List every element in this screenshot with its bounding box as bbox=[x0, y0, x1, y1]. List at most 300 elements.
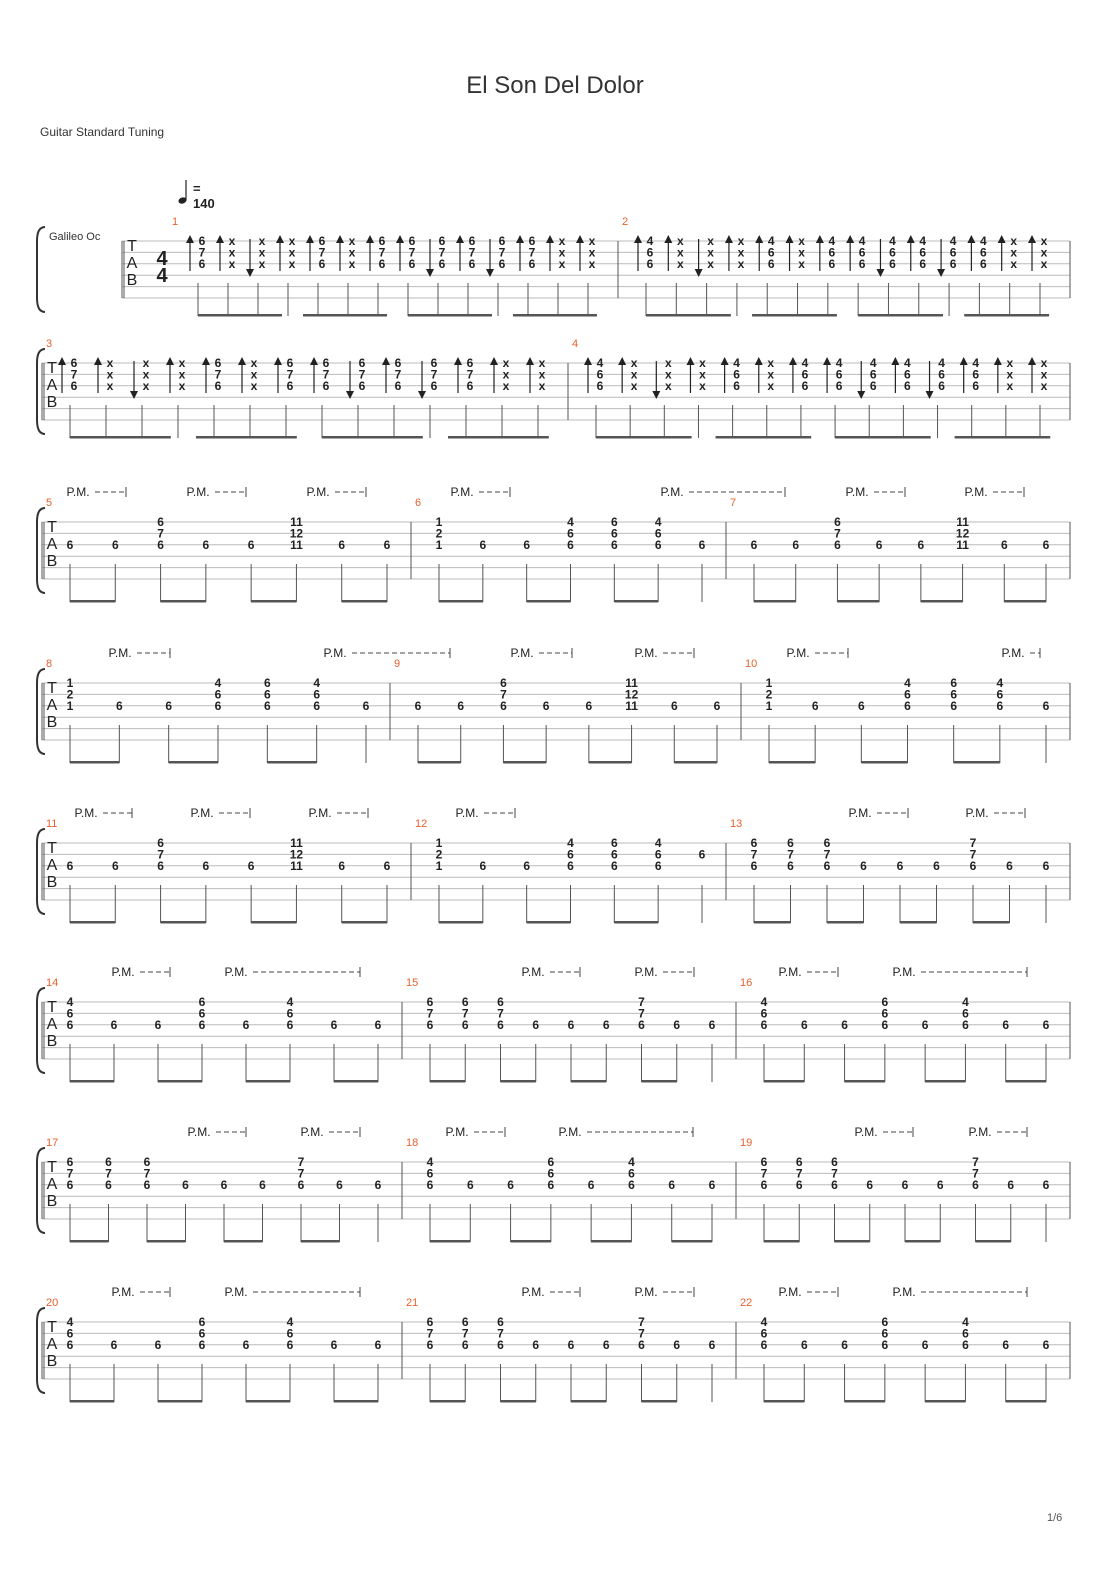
fret-number: x bbox=[1006, 378, 1014, 393]
tab-clef-letter: A bbox=[46, 1336, 58, 1353]
tab-clef-letter: A bbox=[46, 697, 58, 714]
palm-mute-label: P.M. bbox=[510, 646, 534, 660]
fret-number: x bbox=[348, 234, 356, 248]
fret-number: 2 bbox=[66, 687, 74, 702]
fret-number: 6 bbox=[708, 1177, 716, 1192]
fret-number: 6 bbox=[157, 537, 164, 552]
fret-number: 6 bbox=[921, 1017, 929, 1032]
strum-up-arrowhead bbox=[202, 357, 210, 365]
strum-down-arrowhead bbox=[130, 391, 138, 399]
fret-number: 6 bbox=[336, 1177, 343, 1192]
fret-number: 6 bbox=[322, 356, 330, 370]
fret-number: 4 bbox=[426, 1155, 434, 1169]
fret-number: 6 bbox=[330, 1017, 338, 1032]
fret-number: 6 bbox=[938, 367, 945, 382]
fret-number: 6 bbox=[567, 858, 574, 873]
strum-up-arrowhead bbox=[238, 357, 246, 365]
fret-number: x bbox=[664, 378, 672, 393]
measure-number: 8 bbox=[46, 658, 53, 670]
fret-number: 6 bbox=[263, 676, 271, 690]
fret-number: 6 bbox=[466, 1177, 474, 1192]
fret-number: x bbox=[228, 256, 236, 271]
fret-number: 7 bbox=[500, 687, 507, 702]
fret-number: 6 bbox=[115, 698, 123, 713]
beam bbox=[513, 314, 597, 317]
fret-number: 6 bbox=[638, 1017, 645, 1032]
fret-number: 6 bbox=[438, 256, 446, 271]
fret-number: 7 bbox=[426, 1006, 434, 1021]
fret-number: x bbox=[558, 256, 566, 271]
strum-up-arrowhead bbox=[516, 235, 524, 243]
fret-number: 6 bbox=[383, 858, 391, 873]
fret-number: 4 bbox=[654, 836, 662, 850]
fret-number: 4 bbox=[646, 234, 654, 248]
fret-number: 6 bbox=[901, 1177, 909, 1192]
fret-number: 6 bbox=[479, 858, 487, 873]
beam bbox=[70, 1240, 109, 1243]
fret-number: 6 bbox=[547, 1166, 555, 1181]
beam bbox=[70, 600, 115, 603]
fret-number: x bbox=[538, 378, 546, 393]
strum-up-arrowhead bbox=[396, 235, 404, 243]
beam bbox=[439, 921, 483, 924]
beam bbox=[334, 1080, 378, 1083]
fret-number: x bbox=[258, 245, 266, 260]
tab-clef-letter: B bbox=[46, 394, 58, 411]
measure-number: 16 bbox=[740, 977, 753, 989]
fret-number: 6 bbox=[834, 515, 841, 529]
fret-number: 6 bbox=[950, 698, 958, 713]
fret-number: x bbox=[1040, 256, 1048, 271]
fret-number: x bbox=[588, 245, 596, 260]
beam bbox=[596, 436, 692, 439]
measure-number: 12 bbox=[415, 818, 428, 830]
fret-number: 6 bbox=[242, 1017, 250, 1032]
fret-number: 6 bbox=[408, 256, 416, 271]
measure-number: 7 bbox=[730, 497, 737, 509]
measure-number: 2 bbox=[622, 216, 629, 228]
fret-number: 6 bbox=[426, 1177, 434, 1192]
beam bbox=[591, 1240, 631, 1243]
tab-clef-letter: A bbox=[126, 255, 138, 272]
fret-number: 7 bbox=[358, 367, 366, 382]
fret-number: 6 bbox=[523, 858, 531, 873]
fret-number: 6 bbox=[497, 1315, 504, 1329]
fret-number: 6 bbox=[654, 537, 662, 552]
fret-number: 6 bbox=[66, 537, 74, 552]
beam bbox=[764, 1080, 804, 1083]
fret-number: 6 bbox=[154, 1017, 162, 1032]
beam bbox=[501, 1080, 536, 1083]
fret-number: 6 bbox=[962, 1017, 969, 1032]
fret-number: 6 bbox=[602, 1337, 610, 1352]
fret-number: 6 bbox=[596, 378, 604, 393]
fret-number: 4 bbox=[313, 676, 321, 690]
fret-number: 6 bbox=[996, 698, 1004, 713]
measure-number: 19 bbox=[740, 1137, 753, 1149]
beam bbox=[511, 1240, 551, 1243]
fret-number: 6 bbox=[198, 1326, 206, 1341]
fret-number: 6 bbox=[750, 858, 758, 873]
fret-number: 4 bbox=[66, 1315, 74, 1329]
measure-number: 18 bbox=[406, 1137, 419, 1149]
palm-mute-label: P.M. bbox=[224, 965, 248, 979]
fret-number: 6 bbox=[318, 234, 326, 248]
fret-number: 6 bbox=[795, 1155, 803, 1169]
fret-number: x bbox=[142, 356, 150, 370]
fret-number: 6 bbox=[767, 256, 775, 271]
beam bbox=[764, 1400, 804, 1403]
fret-number: 6 bbox=[962, 1337, 969, 1352]
strum-up-arrowhead bbox=[907, 235, 915, 243]
strum-down-arrowhead bbox=[426, 269, 434, 277]
fret-number: 6 bbox=[165, 698, 173, 713]
palm-mute-label: P.M. bbox=[892, 965, 916, 979]
beam bbox=[672, 1240, 712, 1243]
beam bbox=[301, 1240, 340, 1243]
beam bbox=[827, 921, 864, 924]
fret-number: 6 bbox=[831, 1177, 838, 1192]
palm-mute-label: P.M. bbox=[892, 1285, 916, 1299]
fret-number: x bbox=[538, 356, 546, 370]
fret-number: 7 bbox=[969, 836, 977, 850]
strum-up-arrowhead bbox=[490, 357, 498, 365]
fret-number: 7 bbox=[430, 367, 438, 382]
fret-number: 6 bbox=[889, 256, 896, 271]
tempo-value: = 140 bbox=[193, 181, 215, 211]
palm-mute-label: P.M. bbox=[187, 1125, 211, 1139]
fret-number: 6 bbox=[202, 537, 210, 552]
strum-up-arrowhead bbox=[1028, 235, 1036, 243]
fret-number: 6 bbox=[811, 698, 819, 713]
beam bbox=[955, 436, 1051, 439]
fret-number: x bbox=[699, 356, 706, 370]
fret-number: x bbox=[1006, 367, 1014, 382]
beam bbox=[322, 436, 423, 439]
fret-number: 6 bbox=[980, 256, 987, 271]
fret-number: 7 bbox=[318, 245, 326, 260]
tab-clef-letter: A bbox=[46, 1176, 58, 1193]
palm-mute-label: P.M. bbox=[854, 1125, 878, 1139]
fret-number: 6 bbox=[263, 698, 271, 713]
fret-number: x bbox=[767, 367, 775, 382]
fret-number: 6 bbox=[547, 1155, 555, 1169]
fret-number: 2 bbox=[435, 847, 443, 862]
fret-number: 11 bbox=[290, 537, 303, 552]
measure-number: 20 bbox=[46, 1297, 59, 1309]
fret-number: 6 bbox=[610, 836, 618, 850]
beam bbox=[198, 314, 282, 317]
beam bbox=[845, 1080, 885, 1083]
fret-number: 6 bbox=[105, 1155, 112, 1169]
fret-number: 7 bbox=[972, 1166, 979, 1181]
fret-number: 6 bbox=[972, 1177, 979, 1192]
fret-number: 6 bbox=[881, 995, 889, 1009]
beam bbox=[70, 761, 119, 764]
fret-number: 6 bbox=[297, 1177, 305, 1192]
tab-clef-letter: A bbox=[46, 536, 58, 553]
fret-number: 1 bbox=[765, 698, 773, 713]
strum-up-arrowhead bbox=[846, 235, 854, 243]
fret-number: 6 bbox=[497, 995, 504, 1009]
fret-number: 1 bbox=[66, 698, 74, 713]
fret-number: 6 bbox=[111, 537, 119, 552]
fret-number: 6 bbox=[904, 698, 911, 713]
fret-number: x bbox=[106, 356, 114, 370]
fret-number: x bbox=[178, 378, 186, 393]
fret-number: x bbox=[664, 356, 672, 370]
fret-number: 6 bbox=[198, 256, 206, 271]
fret-number: x bbox=[228, 245, 236, 260]
fret-number: 7 bbox=[198, 245, 206, 260]
fret-number: 1 bbox=[66, 676, 74, 690]
beam bbox=[754, 921, 791, 924]
time-signature-digit: 4 bbox=[156, 265, 168, 287]
fret-number: 6 bbox=[801, 367, 809, 382]
strum-down-arrowhead bbox=[937, 269, 945, 277]
fret-number: 7 bbox=[468, 245, 476, 260]
fret-number: 6 bbox=[567, 537, 574, 552]
fret-number: x bbox=[664, 367, 672, 382]
beam bbox=[925, 1400, 965, 1403]
fret-number: 6 bbox=[673, 1337, 681, 1352]
fret-number: x bbox=[1010, 245, 1018, 260]
song-title: El Son Del Dolor bbox=[466, 72, 644, 99]
fret-number: 6 bbox=[835, 367, 843, 382]
palm-mute-label: P.M. bbox=[224, 1285, 248, 1299]
beam bbox=[161, 921, 206, 924]
fret-number: 7 bbox=[497, 1006, 504, 1021]
palm-mute-label: P.M. bbox=[108, 646, 132, 660]
strum-down-arrowhead bbox=[876, 269, 884, 277]
fret-number: 6 bbox=[111, 858, 119, 873]
fret-number: x bbox=[630, 378, 638, 393]
fret-number: 6 bbox=[628, 1166, 635, 1181]
fret-number: 6 bbox=[567, 1017, 575, 1032]
palm-mute-label: P.M. bbox=[111, 965, 135, 979]
fret-number: x bbox=[502, 367, 510, 382]
fret-number: 7 bbox=[297, 1155, 305, 1169]
fret-number: 4 bbox=[286, 1315, 294, 1329]
strum-down-arrowhead bbox=[857, 391, 865, 399]
strum-down-arrowhead bbox=[346, 391, 354, 399]
fret-number: 7 bbox=[70, 367, 78, 382]
fret-number: x bbox=[178, 356, 186, 370]
tab-clef-letter: T bbox=[47, 680, 57, 697]
fret-number: 6 bbox=[286, 356, 294, 370]
fret-number: 6 bbox=[567, 847, 574, 862]
fret-number: x bbox=[707, 245, 714, 260]
fret-number: 6 bbox=[468, 234, 476, 248]
palm-mute-label: P.M. bbox=[450, 485, 474, 499]
tab-clef-letter: B bbox=[46, 714, 58, 731]
fret-number: 6 bbox=[322, 378, 330, 393]
strum-down-arrowhead bbox=[926, 391, 934, 399]
fret-number: 4 bbox=[858, 234, 866, 248]
fret-number: 6 bbox=[157, 858, 164, 873]
fret-number: 6 bbox=[408, 234, 416, 248]
fret-number: 7 bbox=[528, 245, 536, 260]
fret-number: 6 bbox=[528, 234, 536, 248]
measure-number: 22 bbox=[740, 1297, 753, 1309]
strum-up-arrowhead bbox=[618, 357, 626, 365]
fret-number: 6 bbox=[430, 356, 438, 370]
fret-number: 7 bbox=[787, 847, 794, 862]
fret-number: 6 bbox=[286, 378, 294, 393]
fret-number: 4 bbox=[962, 995, 969, 1009]
beam bbox=[925, 1080, 965, 1083]
beam bbox=[769, 761, 815, 764]
fret-number: 6 bbox=[378, 256, 386, 271]
tab-clef-letter: T bbox=[127, 238, 137, 255]
fret-number: 6 bbox=[66, 1017, 74, 1032]
fret-number: 6 bbox=[313, 687, 321, 702]
fret-number: 6 bbox=[497, 1017, 504, 1032]
fret-number: 1 bbox=[435, 836, 443, 850]
fret-number: 6 bbox=[610, 515, 618, 529]
fret-number: 6 bbox=[532, 1337, 540, 1352]
strum-down-arrowhead bbox=[246, 269, 254, 277]
tuning-label: Guitar Standard Tuning bbox=[40, 125, 165, 139]
fret-number: x bbox=[1040, 367, 1048, 382]
fret-number: x bbox=[1040, 378, 1048, 393]
strum-up-arrowhead bbox=[186, 235, 194, 243]
fret-number: 6 bbox=[698, 847, 706, 862]
fret-number: 6 bbox=[750, 537, 758, 552]
fret-number: 6 bbox=[792, 537, 800, 552]
fret-number: 6 bbox=[198, 1017, 206, 1032]
fret-number: 6 bbox=[1042, 1337, 1050, 1352]
fret-number: 6 bbox=[857, 698, 865, 713]
fret-number: 7 bbox=[438, 245, 446, 260]
fret-number: 6 bbox=[567, 1337, 575, 1352]
strum-up-arrowhead bbox=[166, 357, 174, 365]
fret-number: x bbox=[630, 356, 638, 370]
beam bbox=[614, 600, 658, 603]
fret-number: x bbox=[737, 234, 745, 248]
strum-up-arrowhead bbox=[960, 357, 968, 365]
palm-mute-label: P.M. bbox=[521, 1285, 545, 1299]
fret-number: 6 bbox=[528, 256, 536, 271]
fret-number: 6 bbox=[866, 1177, 874, 1192]
fret-number: 6 bbox=[374, 1177, 382, 1192]
fret-number: 7 bbox=[969, 847, 977, 862]
beam bbox=[430, 1240, 470, 1243]
fret-number: 4 bbox=[949, 234, 957, 248]
fret-number: 6 bbox=[996, 687, 1004, 702]
fret-number: x bbox=[737, 245, 745, 260]
fret-number: x bbox=[676, 234, 684, 248]
palm-mute-label: P.M. bbox=[323, 646, 347, 660]
fret-number: 7 bbox=[408, 245, 416, 260]
fret-number: 12 bbox=[624, 687, 639, 702]
palm-mute-label: P.M. bbox=[111, 1285, 135, 1299]
fret-number: 6 bbox=[760, 1337, 768, 1352]
strum-up-arrowhead bbox=[58, 357, 66, 365]
fret-number: 6 bbox=[157, 515, 164, 529]
fret-number: 6 bbox=[468, 256, 476, 271]
beam bbox=[430, 1400, 465, 1403]
fret-number: 6 bbox=[313, 698, 321, 713]
fret-number: 6 bbox=[628, 1177, 635, 1192]
fret-number: 6 bbox=[610, 537, 618, 552]
strum-down-arrowhead bbox=[652, 391, 660, 399]
strum-up-arrowhead bbox=[274, 357, 282, 365]
measure-number: 6 bbox=[415, 497, 422, 509]
strum-up-arrowhead bbox=[664, 235, 672, 243]
fret-number: 6 bbox=[889, 245, 896, 260]
fret-number: 6 bbox=[66, 1337, 74, 1352]
fret-number: x bbox=[767, 378, 775, 393]
fret-number: 6 bbox=[547, 1177, 555, 1192]
palm-mute-label: P.M. bbox=[190, 806, 214, 820]
fret-number: 4 bbox=[996, 676, 1004, 690]
fret-number: 4 bbox=[972, 356, 980, 370]
fret-number: 6 bbox=[1002, 1337, 1010, 1352]
fret-number: 4 bbox=[801, 356, 809, 370]
fret-number: 6 bbox=[286, 1337, 294, 1352]
fret-number: 4 bbox=[980, 234, 987, 248]
fret-number: 4 bbox=[938, 356, 945, 370]
fret-number: 6 bbox=[358, 356, 366, 370]
strum-up-arrowhead bbox=[998, 235, 1006, 243]
beam bbox=[589, 761, 632, 764]
beam bbox=[858, 314, 943, 317]
fret-number: x bbox=[1010, 256, 1018, 271]
fret-number: 6 bbox=[917, 537, 925, 552]
fret-number: 6 bbox=[461, 1017, 469, 1032]
fret-number: 6 bbox=[881, 1017, 889, 1032]
fret-number: x bbox=[348, 245, 356, 260]
fret-number: 6 bbox=[841, 1337, 848, 1352]
fret-number: 6 bbox=[760, 1326, 768, 1341]
fret-number: x bbox=[798, 245, 805, 260]
fret-number: 4 bbox=[869, 356, 877, 370]
beam bbox=[430, 1080, 465, 1083]
strum-up-arrowhead bbox=[786, 235, 794, 243]
fret-number: 7 bbox=[498, 245, 506, 260]
fret-number: 12 bbox=[289, 847, 304, 862]
fret-number: 6 bbox=[426, 1166, 434, 1181]
beam bbox=[1006, 1080, 1046, 1083]
fret-number: 6 bbox=[750, 836, 758, 850]
fret-number: 7 bbox=[834, 526, 841, 541]
fret-number: 6 bbox=[157, 836, 164, 850]
strum-up-arrowhead bbox=[456, 235, 464, 243]
fret-number: 4 bbox=[904, 676, 911, 690]
fret-number: 6 bbox=[66, 1177, 74, 1192]
fret-number: 4 bbox=[962, 1315, 969, 1329]
fret-number: 6 bbox=[198, 1315, 206, 1329]
fret-number: 6 bbox=[318, 256, 326, 271]
fret-number: x bbox=[258, 234, 266, 248]
fret-number: 7 bbox=[638, 995, 645, 1009]
fret-number: 4 bbox=[567, 836, 574, 850]
fret-number: 6 bbox=[1042, 698, 1050, 713]
fret-number: 6 bbox=[585, 698, 593, 713]
fret-number: 6 bbox=[507, 1177, 514, 1192]
beam bbox=[158, 1080, 202, 1083]
fret-number: x bbox=[288, 234, 296, 248]
fret-number: 6 bbox=[654, 858, 662, 873]
fret-number: x bbox=[142, 367, 150, 382]
fret-number: 6 bbox=[154, 1337, 162, 1352]
fret-number: x bbox=[106, 367, 114, 382]
fret-number: 6 bbox=[70, 356, 78, 370]
beam bbox=[571, 1080, 606, 1083]
fret-number: 6 bbox=[198, 234, 206, 248]
fret-number: 6 bbox=[214, 698, 222, 713]
